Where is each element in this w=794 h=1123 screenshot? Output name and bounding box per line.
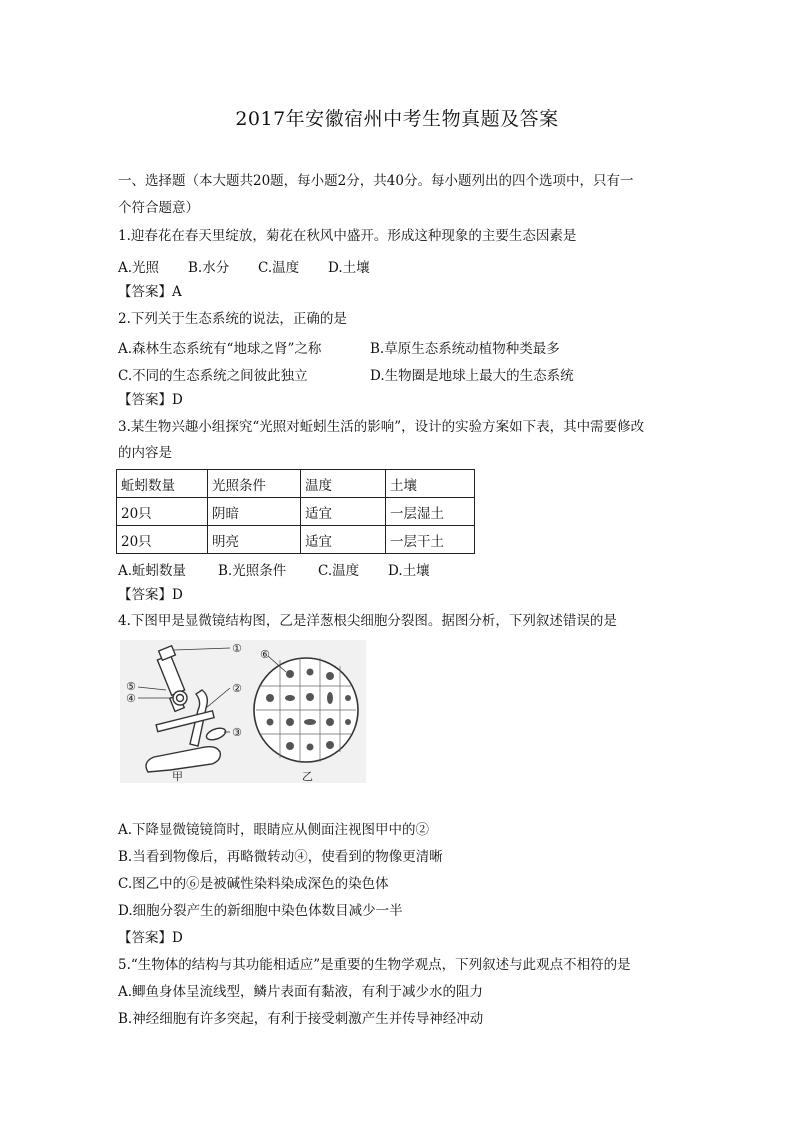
q3-option-b: B.光照条件 [218, 563, 287, 579]
q1-answer: 【答案】A [118, 284, 182, 300]
q2-option-d: D.生物圈是地球上最大的生态系统 [370, 368, 574, 384]
table-cell: 20只 [117, 498, 208, 526]
table-header-row [117, 470, 475, 498]
q1-option-a: A.光照 [118, 260, 160, 276]
table-header-cell: 土壤 [386, 470, 475, 498]
marker-2: ② [232, 682, 242, 695]
q3-option-d: D.土壤 [388, 563, 430, 579]
table-cell: 阴暗 [208, 498, 301, 526]
q1-stem: 1.迎春花在春天里绽放，菊花在秋风中盛开。形成这种现象的主要生态因素是 [118, 228, 577, 244]
table-cell: 20只 [117, 526, 208, 554]
section-heading-line2: 个符合题意） [118, 200, 199, 216]
table-row [117, 498, 475, 526]
table-row [117, 526, 475, 554]
q1-option-b: B.水分 [188, 260, 230, 276]
marker-6: ⑥ [260, 648, 270, 661]
q2-option-c: C.不同的生态系统之间彼此独立 [118, 368, 308, 384]
marker-3: ③ [232, 726, 242, 739]
q2-answer: 【答案】D [118, 392, 183, 408]
q4-answer: 【答案】D [118, 930, 183, 946]
table-cell: 适宜 [301, 526, 386, 554]
marker-4: ④ [126, 692, 136, 705]
q3-experiment-table [116, 469, 475, 554]
q2-option-a: A.森林生态系统有“地球之肾”之称 [118, 341, 322, 357]
q1-option-c: C.温度 [258, 260, 300, 276]
q5-stem: 5.“生物体的结构与其功能相适应”是重要的生物学观点，下列叙述与此观点不相符的是 [118, 957, 631, 973]
marker-5: ⑤ [126, 680, 136, 693]
q3-stem-line1: 3.某生物兴趣小组探究“光照对蚯蚓生活的影响”，设计的实验方案如下表，其中需要修改 [118, 419, 645, 435]
table-cell: 适宜 [301, 498, 386, 526]
q2-option-b: B.草原生态系统动植物种类最多 [370, 341, 560, 357]
q3-option-a: A.蚯蚓数量 [118, 563, 187, 579]
q4-option-a: A.下降显微镜镜筒时，眼睛应从侧面注视图甲中的② [118, 822, 430, 838]
q4-stem: 4.下图甲是显微镜结构图，乙是洋葱根尖细胞分裂图。据图分析，下列叙述错误的是 [118, 613, 617, 629]
document-title: 2017年安徽宿州中考生物真题及答案 [235, 108, 559, 130]
q4-option-c: C.图乙中的⑥是被碱性染料染成深色的染色体 [118, 876, 389, 892]
microscope-and-cell-figure [120, 640, 366, 783]
q5-option-b: B.神经细胞有许多突起，有利于接受刺激产生并传导神经冲动 [118, 1011, 484, 1027]
q1-option-d: D.土壤 [328, 260, 370, 276]
q4-option-b: B.当看到物像后，再略微转动④，使看到的物像更清晰 [118, 849, 443, 865]
q3-answer: 【答案】D [118, 587, 183, 603]
q4-figure [120, 640, 366, 783]
label-yi: 乙 [302, 770, 313, 783]
section-heading-line1: 一、选择题（本大题共20题，每小题2分，共40分。每小题列出的四个选项中，只有一 [118, 173, 634, 189]
table-header-cell: 温度 [301, 470, 386, 498]
cell-division-view [254, 656, 358, 762]
microscope-illustration [138, 646, 230, 772]
table-header-cell: 蚯蚓数量 [117, 470, 208, 498]
q3-option-c: C.温度 [318, 563, 360, 579]
q4-option-d: D.细胞分裂产生的新细胞中染色体数目减少一半 [118, 903, 403, 919]
q3-stem-line2: 的内容是 [118, 445, 172, 461]
table-cell: 一层湿土 [386, 498, 475, 526]
marker-1: ① [232, 642, 242, 655]
q2-stem: 2.下列关于生态系统的说法，正确的是 [118, 311, 347, 327]
table-cell: 一层干土 [386, 526, 475, 554]
q5-option-a: A.鲫鱼身体呈流线型，鳞片表面有黏液，有利于减少水的阻力 [118, 984, 484, 1000]
label-jia: 甲 [172, 770, 183, 783]
table-cell: 明亮 [208, 526, 301, 554]
table-header-cell: 光照条件 [208, 470, 301, 498]
